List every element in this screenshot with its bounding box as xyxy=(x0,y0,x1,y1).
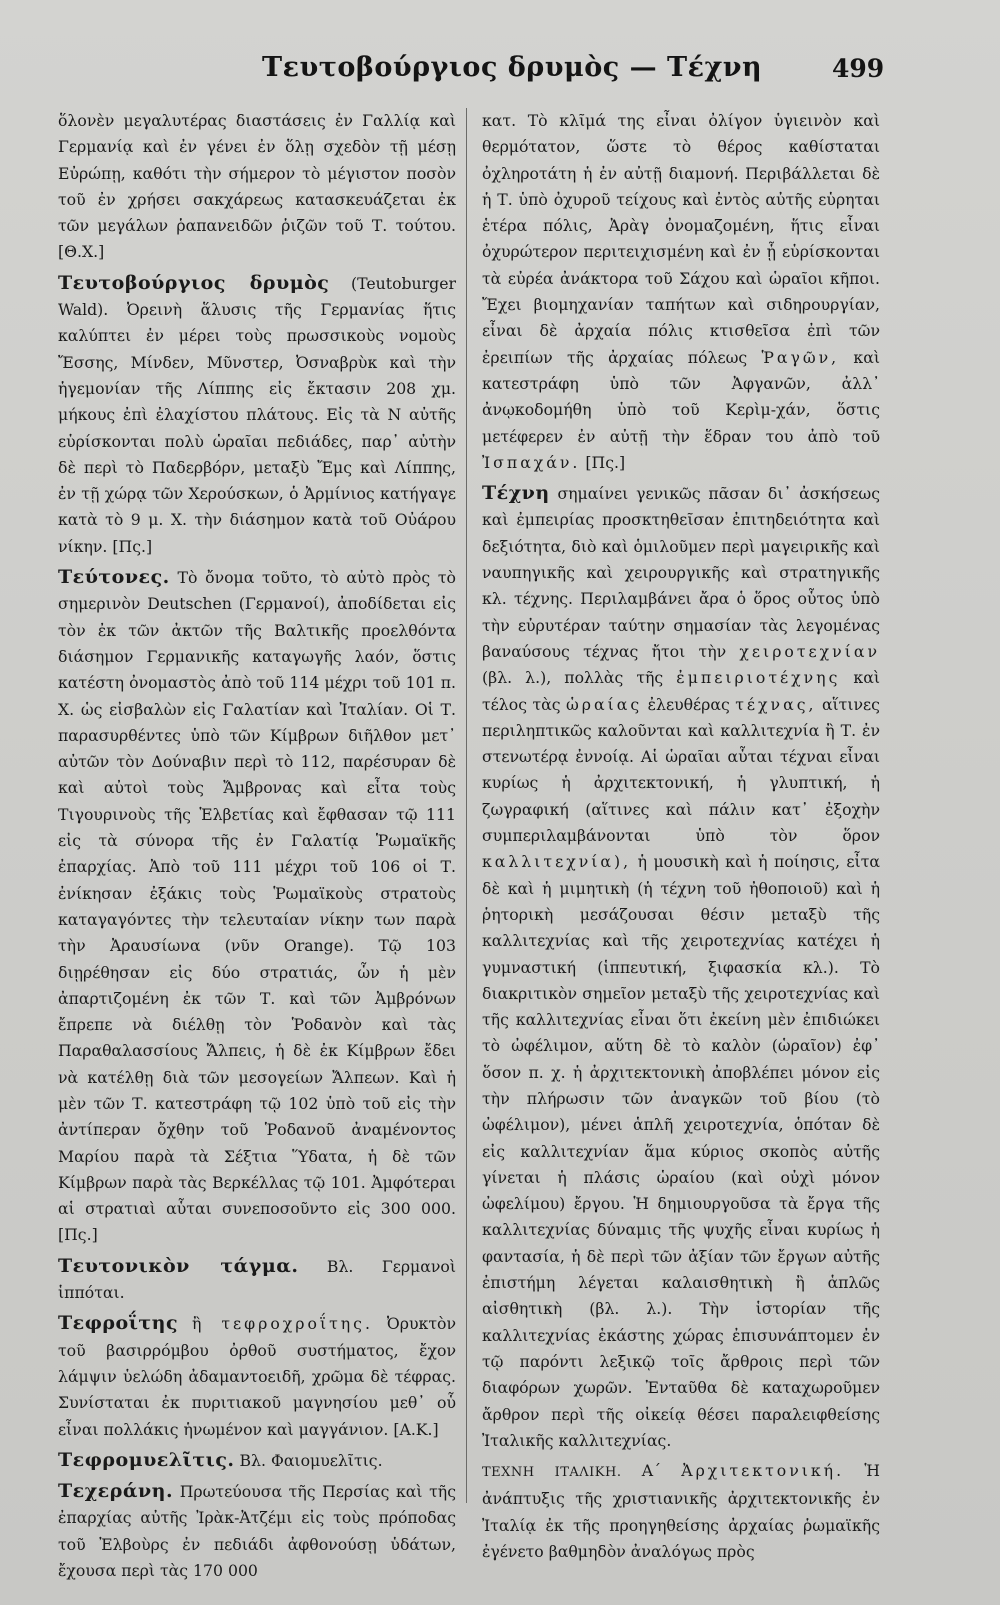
section-letter: Α΄ xyxy=(641,1461,661,1481)
entry-text: (βλ. λ.), πολλὰς τῆς xyxy=(482,668,664,688)
entry-text: Βλ. Γερμανοὶ ἱππόται. xyxy=(58,1256,456,1303)
page-number: 499 xyxy=(832,54,885,83)
paragraph-text: κατ. Τὸ κλῖμά της εἶναι ὀλίγον ὑγιεινὸν καὶ θερμότατον, ὥστε τὸ θέρος καθίσταται ὀχληροτάτη ἡ ἐν αὐτῇ διαμονή. Περιβάλλεται δὲ ἡ Τ. ὑπὸ ὀχυροῦ τείχους καὶ ἐντὸς αὐτῆς εὑρηται ἑτέρα πόλις, Ἀρὰγ ὀνομαζομένη, ἥτις εἶναι ὀχυρώτερον περιτειχισμένη καὶ ἐν ᾗ εὑρίσκονται τὰ εὐρέα ἀνάκτορα τοῦ Σάχου καὶ ὡραῖοι κῆποι. Ἔχει βιομηχανίαν ταπήτων καὶ σιδηρουργίαν, εἶναι δὲ ἀρχαία πόλις κτισθεῖσα ἐπὶ τῶν ἐρειπίων τῆς ἀρχαίας πόλεως xyxy=(482,111,880,367)
left-column xyxy=(58,108,456,1584)
entry-text: (Teutoburger Wald). Ὀρεινὴ ἅλυσις τῆς Γερμανίας ἥτις καλύπτει ἐν μέρει τοὺς πρωσσικοὺς νομοὺς Ἔσσης, Μίνδεν, Μῦνστερ, Ὀσναβρὺκ καὶ τὴν ἡγεμονίαν τῆς Λίππης εἰς ἔκτασιν 208 χμ. μήκους ἐπὶ ἐλαχίστου πλάτους. Εἰς τὰ Ν αὐτῆς εὑρίσκονται πολὺ ὡραῖαι πεδιάδες, παρ᾽ αὐτὴν δὲ περὶ τὸ Παδερβόρν, μεταξὺ Ἔμς καὶ Λίππης, ἐν τῇ χώρᾳ τῶν Χερούσκων, ὁ Ἀρμίνιος κατήγαγε κατὰ τὸ 9 μ. Χ. τὴν διάσημον κατὰ τοῦ Οὐάρου νίκην. [Πς.] xyxy=(58,273,456,556)
headword: Τευτοβούργιος δρυμὸς xyxy=(58,271,330,294)
spaced-term: Ἀρχιτεκτονική. xyxy=(681,1461,845,1481)
entry-italian-art xyxy=(482,1458,880,1565)
headword: Τέχνη xyxy=(482,482,550,505)
headword: Τεύτονες. xyxy=(58,566,170,589)
continued-paragraph xyxy=(58,108,456,266)
headword: Τεφροΐτης xyxy=(58,1312,179,1335)
right-column xyxy=(482,108,880,1565)
spaced-term: Ἰσπαχάν. xyxy=(482,452,581,472)
entry-text: ἐλευθέρας xyxy=(647,694,730,714)
spaced-term: ἢ τεφροχροΐτης. xyxy=(192,1314,373,1334)
entry-text: Βλ. Φαιομυελῖτις. xyxy=(239,1450,383,1470)
spaced-term: ὡραίας xyxy=(565,694,643,714)
page-header xyxy=(0,52,1000,102)
continued-paragraph xyxy=(482,108,880,476)
spaced-term: Ῥαγῶν, xyxy=(761,347,840,367)
paragraph-text: ὅλονὲν μεγαλυτέρας διαστάσεις ἐν Γαλλίᾳ καὶ Γερμανίᾳ καὶ ἐν γένει ἐν ὅλῃ σχεδὸν τῇ μέσῃ Εὐρώπῃ, καθότι τὴν σήμερον τὸ μέγιστον ποσὸν τοῦ ἐν χρήσει σακχάρεως κατασκευάζεται ἐκ τῶν μεγάλων ῥαπανειδῶν ῥιζῶν τοῦ Τ. τούτου. [Θ.Χ.] xyxy=(58,111,456,262)
paragraph-text: καὶ κατεστράφη ὑπὸ τῶν Ἀφγανῶν, ἀλλ᾽ ἀνῳκοδομήθη ὑπὸ τοῦ Κερὶμ-χάν, ὅστις μετέφερεν ἐν αὐτῇ τὴν ἕδραν του ἀπὸ τοῦ xyxy=(482,347,880,446)
entry-techne xyxy=(482,480,880,1454)
entry-text: καὶ τέλος τὰς xyxy=(482,668,880,714)
running-title: Τευτοβούργιος δρυμὸς — Τέχνη xyxy=(262,52,763,83)
headword: Τεχεράνη. xyxy=(58,1480,174,1503)
entry-tephromyelitis xyxy=(58,1447,456,1474)
entry-teutones xyxy=(58,564,456,1249)
entry-teutonic-order xyxy=(58,1253,456,1307)
spaced-term: ἐμπειριοτέχνης xyxy=(676,668,841,688)
section-caps: ΤΕΧΝΗ ΙΤΑΛΙΚΗ. xyxy=(482,1465,622,1481)
entry-text: Ἡ ἀνάπτυξις τῆς χριστιανικῆς ἀρχιτεκτονικῆς ἐν Ἰταλίᾳ ἐκ τῆς προηγηθείσης ἀρχαίας ῥωμαϊκῆς ἐγένετο βαθμηδὸν ἀναλόγως πρὸς xyxy=(482,1461,880,1562)
entry-tehran xyxy=(58,1478,456,1584)
headword: Τεφρομυελῖτις. xyxy=(58,1448,235,1471)
spaced-term: καλλιτεχνία), xyxy=(482,852,632,872)
signature: [Πς.] xyxy=(585,452,626,472)
entry-text: Τὸ ὄνομα τοῦτο, τὸ αὐτὸ πρὸς τὸ σημερινὸν Deutschen (Γερμανοί), ἀποδίδεται εἰς τὸν ἐκ τῶν ἀκτῶν τῆς Βαλτικῆς προελθόντα διάσημον Γερμανικῆς καταγωγῆς λαόν, ὅστις κατέστη ὀνομαστὸς ἀπὸ τοῦ 114 μέχρι τοῦ 101 π. Χ. ὡς εἰσβαλὼν εἰς Γαλατίαν καὶ Ἰταλίαν. Οἱ Τ. παρασυρθέντες ὑπὸ τῶν Κίμβρων διῆλθον μετ᾽ αὐτῶν τὸν Δούναβιν περὶ τὸ 112, παρέσυραν δὲ καὶ αὐτοὶ τοὺς Ἄμβρονας καὶ εἶτα τοὺς Τιγουρινοὺς τῆς Ἑλβετίας καὶ ἔφθασαν τῷ 111 εἰς τὰ σύνορα τῆς ἐν Γαλατίᾳ Ῥωμαϊκῆς ἐπαρχίας. Ἀπὸ τοῦ 111 μέχρι τοῦ 106 οἱ Τ. ἐνίκησαν ἐξάκις τοὺς Ῥωμαϊκοὺς στρατοὺς καταγαγόντες τὴν τελευταίαν νίκην των παρὰ τὴν Ἀραυσίωνα (νῦν Orange). Τῷ 103 διῃρέθησαν εἰς δύο στρατιάς, ὧν ἡ μὲν ἀπαρτιζομένη ἐκ τῶν Τ. καὶ τῶν Ἀμβρόνων ἔπρεπε νὰ διέλθῃ τὸν Ῥοδανὸν καὶ τὰς Παραθαλασσίους Ἄλπεις, ἡ δὲ ἐκ Κίμβρων ἔδει νὰ κατέλθῃ διὰ τῶν μεσογείων Ἄλπεων. Καὶ ἡ μὲν τῶν Τ. κατεστράφη τῷ 102 ὑπὸ τοῦ εἰς τὴν ἀντίπεραν ὄχθην τοῦ Ῥοδανοῦ ἀναμένοντος Μαρίου παρὰ τὰ Σέξτια Ὕδατα, ἡ δὲ τῶν Κίμβρων παρὰ τὰς Βερκέλλας τῷ 101. Ἀμφότεραι αἱ στρατιαὶ αὗται συνεποσοῦντο εἰς 300 000. [Πς.] xyxy=(58,568,456,1245)
entry-text: ἡ μουσικὴ καὶ ἡ ποίησις, εἶτα δὲ καὶ ἡ μιμητικὴ (ἡ τέχνη τοῦ ἠθοποιοῦ) καὶ ἡ ῥητορικὴ μεσάζουσαι θέσιν μεταξὺ τῆς καλλιτεχνίας καὶ τῆς χειροτεχνίας κατέχει ἡ γυμναστική (ἱππευτική, ξιφασκία κλ.). Τὸ διακριτικὸν σημεῖον μεταξὺ τῆς χειροτεχνίας καὶ τῆς καλλιτεχνίας εἶναι ὅτι ἐκείνη μὲν ἐπιδιώκει τὸ ὠφέλιμον, αὕτη δὲ τὸ καλὸν (ὡραῖον) ἐφ᾽ ὅσον π. χ. ἡ ἀρχιτεκτονικὴ ἀποβλέπει μόνον εἰς τὴν πλήρωσιν τῶν ἀναγκῶν τοῦ βίου (τὸ ὠφέλιμον), μένει ἁπλῆ χειροτεχνία, ὁπόταν δὲ εἰς καλλιτεχνίαν ἅμα κύριος σκοπὸς αὐτῆς γίνεται ἡ πλάσις ὡραίου (καὶ οὐχὶ μόνον ὠφελίμου) ἔργου. Ἡ δημιουργοῦσα τὰ ἔργα τῆς καλλιτεχνίας δύναμις τῆς ψυχῆς εἶναι κυρίως ἡ φαντασία, ἡ δὲ περὶ τῶν ἀξίαν τῶν ἔργων αὐτῆς ἐπιστήμη λέγεται καλαισθητικὴ ἢ ἁπλῶς αἰσθητικὴ (βλ. λ.). Τὴν ἱστορίαν τῆς καλλιτεχνίας ἑκάστης χώρας ἐπισυνάπτομεν ἐν τῷ παρόντι λεξικῷ τοῖς ἄρθροις περὶ τῶν διαφόρων χωρῶν. Ἐνταῦθα δὲ καταχωροῦμεν ἄρθρον περὶ τῆς οἰκείᾳ θέσει παραλειφθείσης Ἰταλικῆς καλλιτεχνίας. xyxy=(482,852,880,1450)
entry-text: αἵτινες περιληπτικῶς καλοῦνται καὶ καλλιτεχνία ἢ Τ. ἐν στενωτέρᾳ ἐννοίᾳ. Αἱ ὡραῖαι αὗται τέχναι εἶναι κυρίως ἡ ἀρχιτεκτονική, ἡ γλυπτική, ἡ ζωγραφική (αἵτινες καὶ πάλιν κατ᾽ ἐξοχὴν συμπεριλαμβάνονται ὑπὸ τὸν ὅρον xyxy=(482,694,880,846)
headword: Τευτονικὸν τάγμα. xyxy=(58,1254,299,1277)
entry-text: Ὀρυκτὸν τοῦ βασιρρόμβου ὀρθοῦ συστήματος, ἔχον λάμψιν ὑελώδη ἀδαμαντοειδῆ, χρῶμα δὲ τέφρας. Συνίσταται ἐκ πυριτιακοῦ μαγνησίου μεθ᾽ οὗ εἶναι πολλάκις ἡνωμένον καὶ μαγγάνιον. [Α.Κ.] xyxy=(58,1314,456,1439)
entry-tephroite xyxy=(58,1310,456,1442)
entry-text: σημαίνει γενικῶς πᾶσαν δι᾽ ἀσκήσεως καὶ ἐμπειρίας προσκτηθεῖσαν ἐπιτηδειότητα καὶ δεξιότητα, διὸ καὶ ὁμιλοῦμεν περὶ μαγειρικῆς καὶ ναυπηγικῆς καὶ χειρουργικῆς καὶ στρατηγικῆς κλ. τέχνης. Περιλαμβάνει ἄρα ὁ ὅρος οὗτος ὑπὸ τὴν εὐρυτέραν ταύτην σημασίαν τὰς λεγομένας βαναύσους τέχνας ἤτοι τὴν xyxy=(482,484,880,661)
spaced-term: χειροτεχνίαν xyxy=(739,641,880,661)
column-divider xyxy=(466,108,467,1503)
spaced-term: τέχνας, xyxy=(735,694,817,714)
entry-teutoburg xyxy=(58,270,456,560)
entry-text: Πρωτεύουσα τῆς Περσίας καὶ τῆς ἐπαρχίας αὐτῆς Ἰρὰκ-Ἀτζέμι εἰς τοὺς πρόποδας τοῦ Ἐλβοὺρς ἐν πεδιάδι ἀφθονούσῃ ὑδάτων, ἔχουσα περὶ τὰς 170 000 xyxy=(58,1482,456,1581)
